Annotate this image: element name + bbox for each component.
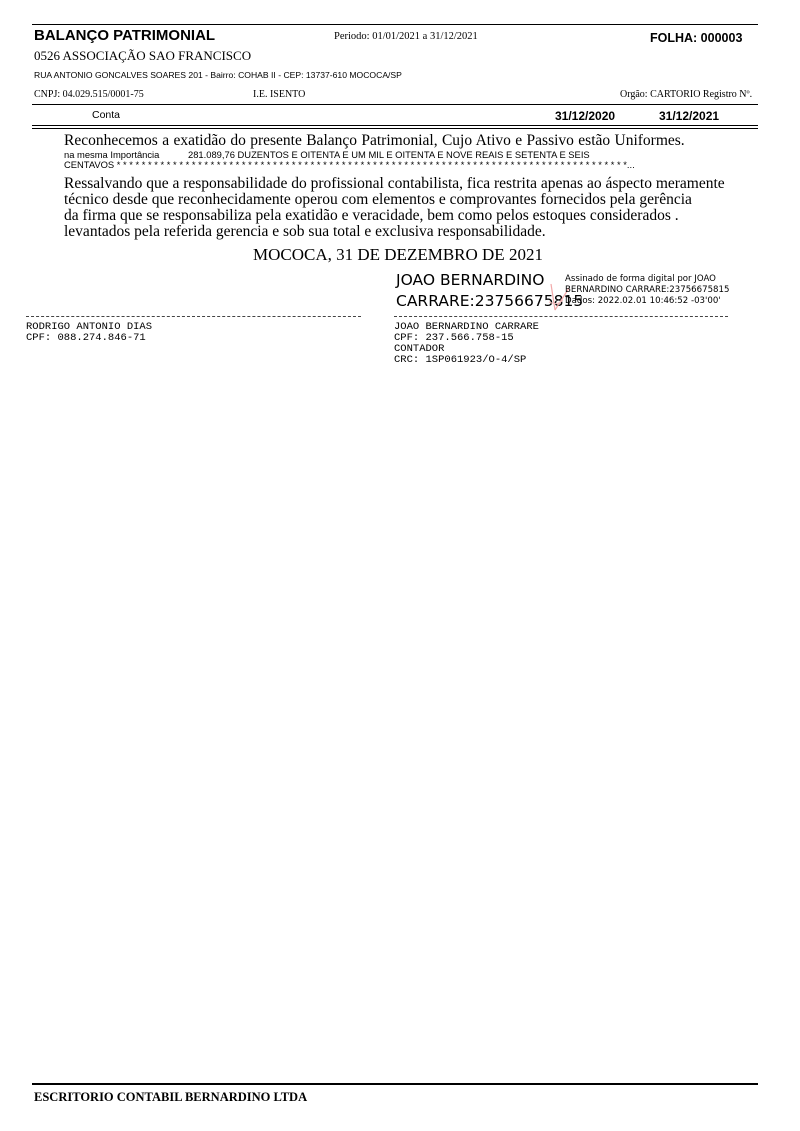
disclaimer-line-1: Ressalvando que a responsabilidade do profissional contabilista, fica restrita apenas ao áspecto meramente [64,175,725,192]
digital-signature-note-1: Assinado de forma digital por JOAO [565,274,716,284]
cnpj: CNPJ: 04.029.515/0001-75 [34,89,144,100]
state-registration: I.E. ISENTO [253,89,306,100]
signature-line-right [394,316,728,317]
column-rule-1 [32,125,758,126]
signatory-right-crc: CRC: 1SP061923/O-4/SP [394,354,527,366]
signatory-left-name: RODRIGO ANTONIO DIAS [26,321,153,333]
top-rule [32,24,758,25]
disclaimer-line-3: da firma que se responsabiliza pela exatidão e veracidade, bem como pelos estoques considerados . [64,207,679,224]
amount-in-words-continued: CENTAVOS * * * * * * * * * * * * * * * * * * * * * * * * * * * * * * * * * * * * * * * * * * * * * * * * * * * * * * * * * * * * * * * * * * * * * * * * * * * * * * * * * *... [64,159,635,170]
signatory-right-name: JOAO BERNARDINO CARRARE [394,321,539,333]
amount-label: na mesma Importância [64,149,160,160]
digital-signature-name-line-2: CARRARE:23756675815 [396,292,584,310]
disclaimer-line-4: levantados pela referida gerencia e sob sua total e exclusiva responsabilidade. [64,223,546,240]
column-header-conta: Conta [92,109,121,121]
column-rule-2 [32,128,758,129]
digital-signature-name-line-1: JOAO BERNARDINO [396,271,545,289]
amount-in-words: 281.089,76 DUZENTOS E OITENTA E UM MIL E OITENTA E NOVE REAIS E SETENTA E SEIS [188,149,590,160]
signatory-right-cpf: CPF: 237.566.758-15 [394,332,514,344]
folha-number: FOLHA: 000003 [650,31,743,45]
column-header-2020: 31/12/2020 [555,109,616,123]
period: Periodo: 01/01/2021 a 31/12/2021 [334,31,478,42]
orgao-registry: Orgão: CARTORIO Registro Nº. [620,89,753,100]
footer-rule [32,1083,758,1085]
document-title: BALANÇO PATRIMONIAL [34,27,216,44]
signatory-right-role: CONTADOR [394,343,445,355]
digital-signature-note-2: BERNARDINO CARRARE:23756675815 [565,285,730,295]
place-and-date: MOCOCA, 31 DE DEZEMBRO DE 2021 [253,245,543,264]
disclaimer-line-2: técnico desde que reconhecidamente operou com elementos e comprovantes fornecidos pela gerência [64,191,692,208]
digital-signature-note-3: Dados: 2022.02.01 10:46:52 -03'00' [565,296,721,306]
accounting-office: ESCRITORIO CONTABIL BERNARDINO LTDA [34,1090,308,1104]
company-name: 0526 ASSOCIAÇÃO SAO FRANCISCO [34,48,252,63]
company-address: RUA ANTONIO GONCALVES SOARES 201 - Bairro: COHAB II - CEP: 13737-610 MOCOCA/SP [34,70,402,80]
header-rule [32,104,758,105]
signatory-left-cpf: CPF: 088.274.846-71 [26,332,146,344]
acknowledgement-line: Reconhecemos a exatidão do presente Balanço Patrimonial, Cujo Ativo e Passivo estão Uniformes. [64,132,685,149]
signature-line-left [26,316,361,317]
column-header-2021: 31/12/2021 [659,109,720,123]
